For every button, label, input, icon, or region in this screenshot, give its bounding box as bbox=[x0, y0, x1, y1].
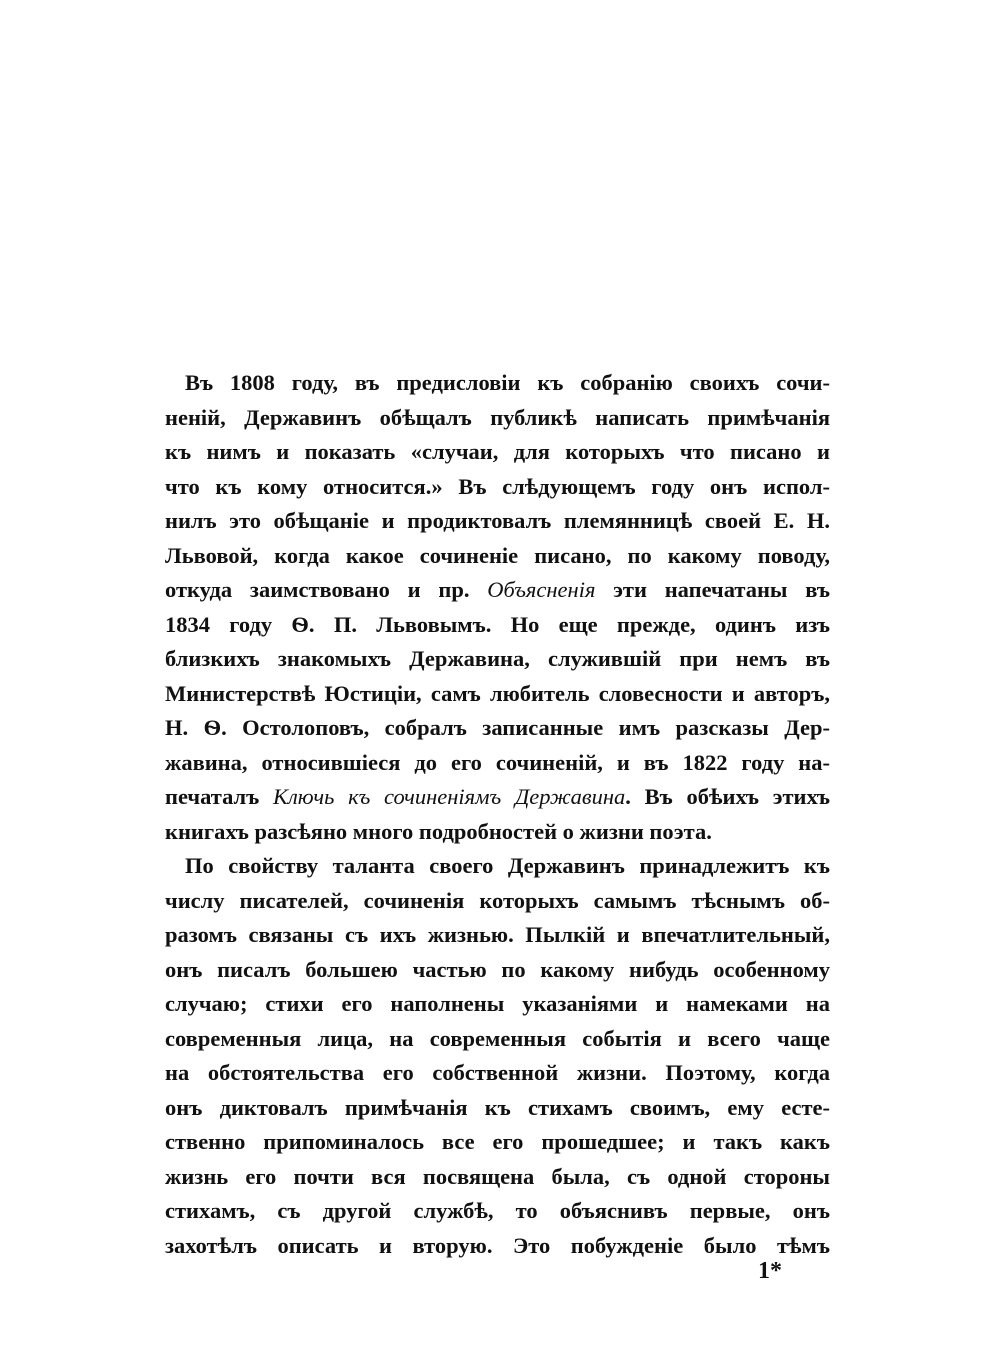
text-line bbox=[165, 746, 830, 781]
italic-title: Объясненія bbox=[487, 577, 596, 602]
text-line bbox=[165, 366, 830, 401]
text-line bbox=[165, 401, 830, 436]
text-segment: неній, Державинъ обѣщалъ публикѣ написать примѣчанія bbox=[165, 404, 830, 430]
text-segment: эти напечатаны въ bbox=[595, 577, 830, 602]
text-line bbox=[165, 780, 830, 815]
text-segment: разомъ связаны съ ихъ жизнью. Пылкій и впечатлительный, bbox=[165, 922, 830, 947]
text-segment: Министерствѣ Юстиціи, самъ любитель словесности и авторъ, bbox=[165, 680, 830, 706]
text-line bbox=[165, 884, 830, 919]
text-line bbox=[165, 573, 830, 608]
text-segment: Львовой, когда какое сочиненіе писано, по какому поводу, bbox=[165, 542, 830, 568]
paragraph bbox=[165, 849, 830, 1263]
text-segment: числу писателей, сочиненія которыхъ самымъ тѣснымъ об- bbox=[165, 887, 830, 913]
text-segment: онъ диктовалъ примѣчанія къ стихамъ своимъ, ему есте- bbox=[165, 1094, 830, 1120]
text-segment: случаю; стихи его наполнены указаніями и намеками на bbox=[165, 991, 830, 1016]
text-segment: близкихъ знакомыхъ Державина, служившій при немъ въ bbox=[165, 646, 830, 671]
text-segment: къ нимъ и показать «случаи, для которыхъ что писано и bbox=[165, 439, 830, 464]
text-segment: онъ писалъ большею частью по какому нибудь особенному bbox=[165, 956, 830, 982]
text-segment: Въ 1808 году, въ предисловіи къ собранію своихъ сочи- bbox=[185, 370, 830, 395]
text-segment: что къ кому относится.» Въ слѣдующемъ году онъ испол- bbox=[165, 473, 830, 499]
text-segment: откуда заимствовано и пр. bbox=[165, 577, 488, 602]
text-segment: современныя лица, на современныя событія и всего чаще bbox=[165, 1025, 830, 1051]
text-segment: стихамъ, съ другой службѣ, то объяснивъ первые, онъ bbox=[165, 1198, 830, 1223]
text-line bbox=[165, 435, 830, 470]
text-line bbox=[165, 711, 830, 746]
text-segment: По свойству таланта своего Державинъ принадлежитъ къ bbox=[185, 853, 830, 878]
text-line bbox=[165, 849, 830, 884]
text-line bbox=[165, 1194, 830, 1229]
text-segment: . Въ обѣихъ этихъ bbox=[625, 784, 831, 809]
text-line bbox=[165, 539, 830, 574]
text-segment: ственно припоминалось все его прошедшее; и такъ какъ bbox=[165, 1129, 830, 1154]
text-line bbox=[165, 1125, 830, 1160]
text-line bbox=[165, 470, 830, 505]
text-segment: книгахъ разсѣяно много подробностей о жизни поэта. bbox=[165, 818, 712, 844]
text-segment: жизнь его почти вся посвящена была, съ одной стороны bbox=[165, 1163, 830, 1189]
text-segment: жавина, относившіеся до его сочиненій, и въ 1822 году на- bbox=[165, 749, 830, 775]
text-segment: захотѣлъ описать и вторую. Это побужденіе было тѣмъ bbox=[165, 1232, 830, 1258]
body-text bbox=[165, 366, 830, 1263]
text-segment: на обстоятельства его собственной жизни. Поэтому, когда bbox=[165, 1060, 830, 1085]
text-line bbox=[165, 987, 830, 1022]
text-line bbox=[165, 1229, 830, 1264]
text-line bbox=[165, 504, 830, 539]
text-line bbox=[165, 677, 830, 712]
paragraph bbox=[165, 366, 830, 849]
text-line bbox=[165, 953, 830, 988]
text-line bbox=[165, 1022, 830, 1057]
text-line bbox=[165, 918, 830, 953]
text-line bbox=[165, 1160, 830, 1195]
page-number: 1* bbox=[758, 1258, 782, 1284]
text-line bbox=[165, 642, 830, 677]
text-line bbox=[165, 1056, 830, 1091]
text-segment: нилъ это обѣщаніе и продиктовалъ племянницѣ своей Е. Н. bbox=[165, 508, 830, 533]
text-line bbox=[165, 815, 830, 850]
text-segment: Н. Ѳ. Остолоповъ, собралъ записанные имъ разсказы Дер- bbox=[165, 715, 830, 740]
text-segment: печаталъ bbox=[165, 784, 274, 809]
italic-title: Ключь къ сочиненіямъ Державина bbox=[273, 784, 626, 809]
text-line bbox=[165, 1091, 830, 1126]
text-line bbox=[165, 608, 830, 643]
text-segment: 1834 году Ѳ. П. Львовымъ. Но еще прежде, одинъ изъ bbox=[165, 611, 830, 637]
